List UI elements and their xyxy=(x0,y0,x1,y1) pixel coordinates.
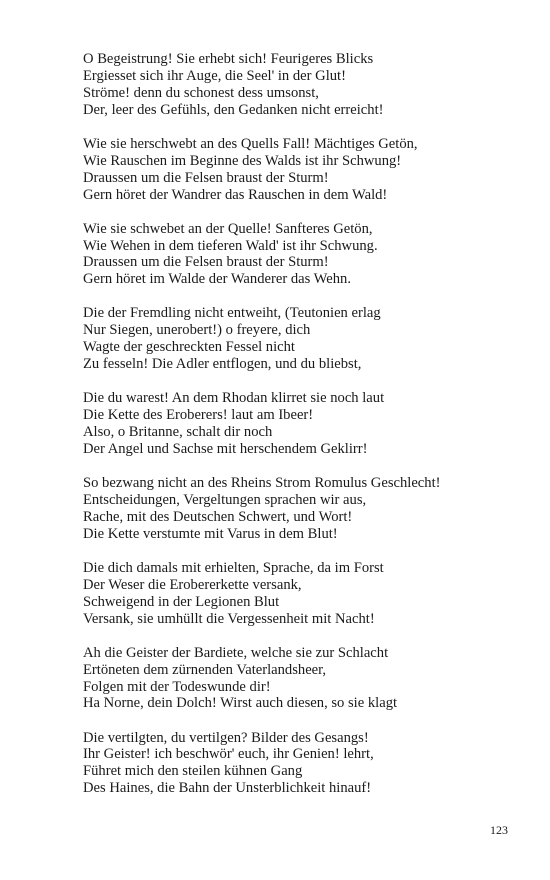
stanza-7 xyxy=(83,560,523,628)
poem-line: Rache, mit des Deutschen Schwert, und Wort! xyxy=(83,508,353,525)
poem-line: Des Haines, die Bahn der Unsterblichkeit hinauf! xyxy=(83,780,372,797)
poem-line: Entscheidungen, Vergeltungen sprachen wir aus, xyxy=(83,491,367,508)
stanza-9 xyxy=(83,730,523,798)
poem-body xyxy=(83,51,523,814)
poem-line: Draussen um die Felsen braust der Sturm! xyxy=(83,169,329,186)
poem-line: Draussen um die Felsen braust der Sturm! xyxy=(83,254,329,271)
poem-line: Führet mich den steilen kühnen Gang xyxy=(83,763,303,780)
stanza-2 xyxy=(83,136,523,204)
poem-line: Die vertilgten, du vertilgen? Bilder des Gesangs! xyxy=(83,729,369,746)
poem-line: Folgen mit der Todeswunde dir! xyxy=(83,678,271,695)
stanza-1 xyxy=(83,51,523,119)
poem-line: Die dich damals mit erhielten, Sprache, da im Forst xyxy=(83,559,384,576)
poem-line: Wie sie schwebet an der Quelle! Sanfteres Getön, xyxy=(83,220,373,237)
poem-line: Wie Rauschen im Beginne des Walds ist ihr Schwung! xyxy=(83,152,402,169)
stanza-4 xyxy=(83,305,523,373)
poem-line: Also, o Britanne, schalt dir noch xyxy=(83,424,273,441)
poem-line: O Begeistrung! Sie erhebt sich! Feurigeres Blicks xyxy=(83,51,374,67)
poem-line: Der Angel und Sachse mit herschendem Geklirr! xyxy=(83,440,368,457)
poem-line: Wie sie herschwebt an des Quells Fall! Mächtiges Getön, xyxy=(83,135,418,152)
poem-line: So bezwang nicht an des Rheins Strom Romulus Geschlecht! xyxy=(83,475,441,492)
stanza-8 xyxy=(83,645,523,713)
poem-line: Gern höret im Walde der Wanderer das Wehn. xyxy=(83,271,351,288)
stanza-6 xyxy=(83,475,523,543)
stanza-5 xyxy=(83,390,523,458)
poem-line: Ströme! denn du schonest dess umsonst, xyxy=(83,84,319,101)
poem-line: Ihr Geister! ich beschwör' euch, ihr Genien! lehrt, xyxy=(83,746,374,763)
poem-line: Nur Siegen, unerobert!) o freyere, dich xyxy=(83,322,311,339)
poem-line: Ha Norne, dein Dolch! Wirst auch diesen, so sie klagt xyxy=(83,695,398,712)
poem-line: Der, leer des Gefühls, den Gedanken nicht erreicht! xyxy=(83,101,384,118)
poem-line: Ergiesset sich ihr Auge, die Seel' in der Glut! xyxy=(83,67,346,84)
poem-line: Wie Wehen in dem tieferen Wald' ist ihr Schwung. xyxy=(83,237,378,254)
poem-line: Wagte der geschreckten Fessel nicht xyxy=(83,339,295,356)
poem-line: Ah die Geister der Bardiete, welche sie zur Schlacht xyxy=(83,644,389,661)
poem-line: Die der Fremdling nicht entweiht, (Teutonien erlag xyxy=(83,305,381,322)
poem-line: Ertöneten dem zürnenden Vaterlandsheer, xyxy=(83,661,327,678)
page-number: 123 xyxy=(490,823,508,837)
poem-line: Versank, sie umhüllt die Vergessenheit mit Nacht! xyxy=(83,610,375,627)
poem-line: Die Kette verstumte mit Varus in dem Blut! xyxy=(83,525,338,542)
stanza-3 xyxy=(83,221,523,289)
poem-line: Gern höret der Wandrer das Rauschen in dem Wald! xyxy=(83,186,388,203)
poem-line: Der Weser die Erobererkette versank, xyxy=(83,576,302,593)
poem-line: Die du warest! An dem Rhodan klirret sie noch laut xyxy=(83,390,385,407)
poem-line: Zu fesseln! Die Adler entflogen, und du bliebst, xyxy=(83,356,362,373)
poem-line: Schweigend in der Legionen Blut xyxy=(83,593,280,610)
poem-line: Die Kette des Eroberers! laut am Ibeer! xyxy=(83,407,314,424)
